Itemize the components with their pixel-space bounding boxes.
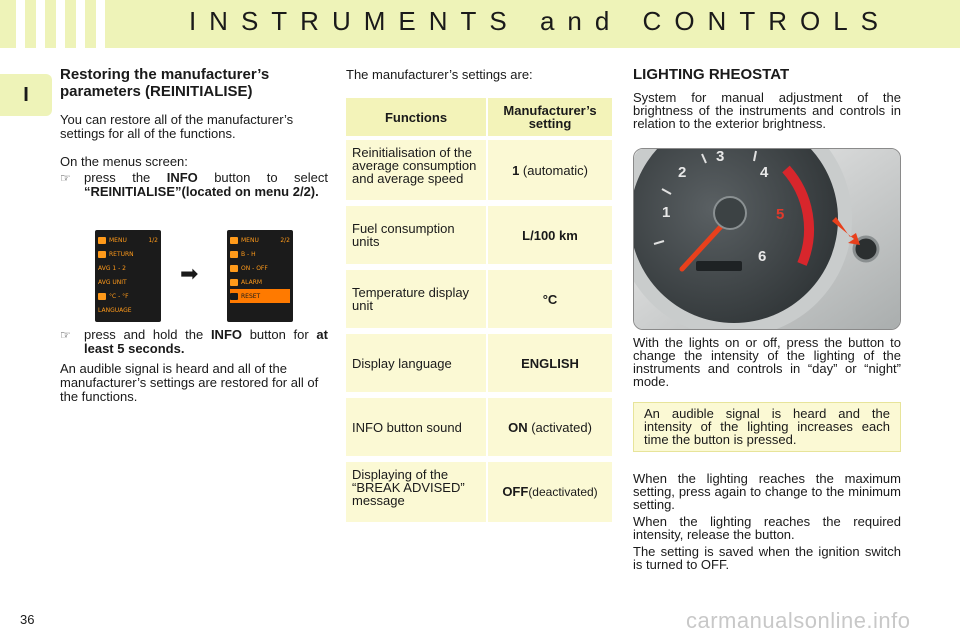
chapter-tab[interactable]: I — [0, 74, 52, 116]
return-icon — [98, 251, 106, 258]
rheostat-saved: The setting is saved when the ignition switch is turned to OFF. — [633, 544, 901, 572]
rheostat-release: When the lighting reaches the required intensity, release the button. — [633, 514, 901, 542]
gauge-number: 6 — [758, 248, 767, 265]
arrow-right-icon: ➡ — [180, 262, 199, 287]
reinitialise-section — [60, 66, 328, 199]
instrument-panel-photo — [633, 148, 901, 330]
table-row-value: ON (activated) — [488, 398, 612, 456]
speaker-icon — [230, 265, 238, 272]
menu-screen-2: MENU 2/2 B - H ON - OFF ALARM RESET — [227, 230, 293, 322]
menu-icon — [230, 237, 238, 244]
rheostat-instruction: With the lights on or off, press the button to change the intensity of the lighting of the instruments and controls in “day” or “night” mode. — [633, 335, 901, 389]
rheostat-max: When the lighting reaches the maximum setting, press again to change to the minimum setting. — [633, 471, 901, 512]
page-number: 36 — [20, 612, 35, 627]
table-row-function: Display language — [346, 334, 486, 392]
reinitialise-section-2 — [60, 328, 328, 404]
table-row-value: L/100 km — [488, 206, 612, 264]
rheostat-details — [633, 472, 901, 571]
outro-text: An audible signal is heard and all of the manufacturer’s settings are restored for all of the functions. — [60, 361, 319, 404]
menu-icon — [98, 237, 106, 244]
table-row-function: Temperature display unit — [346, 270, 486, 328]
gauge-number: 2 — [678, 164, 687, 181]
table-row-function: Fuel consumption units — [346, 206, 486, 264]
watermark: carmanualsonline.info — [686, 608, 911, 633]
gauge-number: 1 — [662, 204, 671, 221]
finger-pointer-icon: ☞ — [60, 328, 71, 342]
lighting-rheostat-section — [633, 66, 901, 130]
table-row-function: Displaying of the “BREAK ADVISED” message — [346, 462, 486, 522]
table-row-value: OFF(deactivated) — [488, 462, 612, 522]
step-1: ☞ press the INFO button to select “REINITIALISE”(located on menu 2/2). — [60, 170, 328, 199]
reset-icon — [230, 293, 238, 300]
thermometer-icon — [98, 293, 106, 300]
menu-screen-1: MENU 1/2 RETURN AVG 1 - 2 AVG UNIT °C - °F LANGUAGE — [95, 230, 161, 322]
table-row-value: 1 (automatic) — [488, 140, 612, 200]
menus-lead: On the menus screen: — [60, 154, 188, 169]
alarm-icon — [230, 279, 238, 286]
table-row-function: INFO button sound — [346, 398, 486, 456]
header-stripes — [0, 0, 120, 48]
table-row-value: ENGLISH — [488, 334, 612, 392]
page-title: INSTRUMENTS and CONTROLS — [188, 6, 892, 36]
table-row-value: °C — [488, 270, 612, 328]
finger-pointer-icon: ☞ — [60, 171, 71, 185]
tachometer-illustration — [634, 149, 901, 330]
table-header-setting: Manufacturer’s setting — [488, 98, 612, 136]
section-title: Restoring the manufacturer’s parameters (REINITIALISE) — [60, 66, 270, 100]
note-box: An audible signal is heard and the intensity of the lighting increases each time the button is pressed. — [633, 402, 901, 452]
gauge-number: 4 — [760, 164, 769, 181]
section-title: LIGHTING RHEOSTAT — [633, 66, 790, 83]
gauge-number: 5 — [776, 206, 785, 223]
settings-intro: The manufacturer’s settings are: — [346, 67, 533, 82]
intro-text: You can restore all of the manufacturer’s settings for all of the functions. — [60, 112, 294, 141]
rheostat-intro: System for manual adjustment of the brightness of the instruments and controls in relation to the exterior brightness. — [633, 90, 901, 131]
table-header-functions: Functions — [346, 98, 486, 136]
clock-icon — [230, 251, 238, 258]
step-2: ☞ press and hold the INFO button for at least 5 seconds. — [60, 327, 328, 356]
table-row-function: Reinitialisation of the average consumption and average speed — [346, 140, 486, 200]
gauge-number: 3 — [716, 149, 725, 165]
